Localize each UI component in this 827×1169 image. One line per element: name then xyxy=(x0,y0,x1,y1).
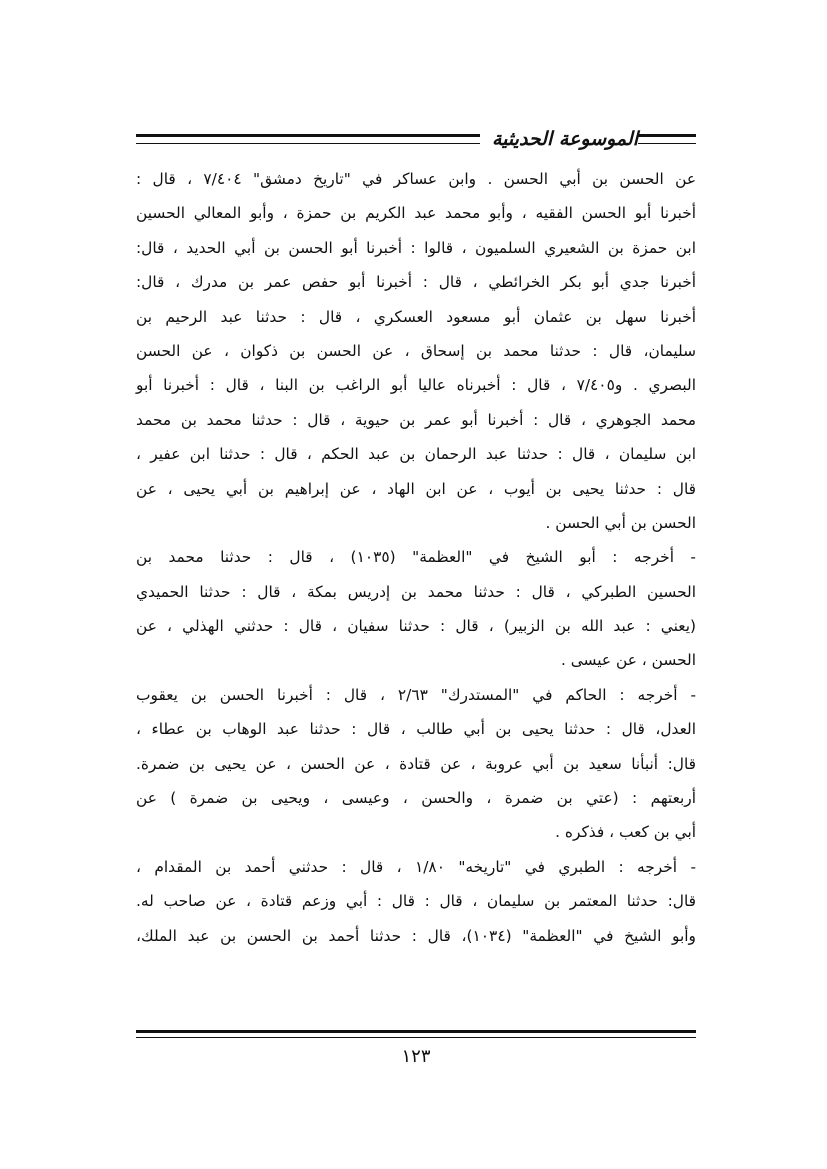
text-line: عن الحسن بن أبي الحسن . وابن عساكر في "تاريخ دمشق" ٧/٤٠٤ ، قال : xyxy=(136,170,697,188)
text-line: أبي بن كعب ، فذكره . xyxy=(555,823,696,842)
text-line: العدل، قال : حدثنا يحيى بن أبي طالب ، قال : حدثنا عبد الوهاب بن عطاء ، xyxy=(136,720,696,739)
text-line: ابن حمزة بن الشعيري السلميون ، قالوا : أخبرنا أبو الحسن بن أبي الحديد ، قال: xyxy=(136,238,696,257)
page-number: ١٢٣ xyxy=(401,1046,431,1067)
text-line: أخبرنا سهل بن عثمان أبو مسعود العسكري ، قال : حدثنا عبد الرحيم بن xyxy=(136,307,696,326)
text-line: قال: أنبأنا سعيد بن أبي عروبة ، عن قتادة ، عن الحسن ، عن يحيى بن ضمرة. xyxy=(136,754,696,773)
text-line: الحسن ، عن عيسى . xyxy=(560,651,696,670)
text-line: الحسين الطبركي ، قال : حدثنا محمد بن إدريس بمكة ، قال : حدثنا الحميدي xyxy=(136,582,696,601)
text-line: ابن سليمان ، قال : حدثنا عبد الرحمان بن عبد الحكم ، قال : حدثنا ابن عفير ، xyxy=(136,445,696,464)
text-line: الحسن بن أبي الحسن . xyxy=(545,513,696,532)
text-line: وأبو الشيخ في "العظمة" (١٠٣٤)، قال : حدثنا أحمد بن الحسن بن عبد الملك، xyxy=(136,926,696,945)
text-line: قال: حدثنا المعتمر بن سليمان ، قال : قال : أبي وزعم قتادة ، عن صاحب له. xyxy=(136,892,696,911)
text-line: محمد الجوهري ، قال : أخبرنا أبو عمر بن حيوية ، قال : حدثنا محمد بن محمد xyxy=(136,410,696,429)
page-header-title: الموسوعة الحديثية xyxy=(492,128,638,150)
text-line: - أخرجه : أبو الشيخ في "العظمة" (١٠٣٥) ، قال : حدثنا محمد بن xyxy=(136,548,696,567)
text-line: سليمان، قال : حدثنا محمد بن إسحاق ، عن الحسن بن ذكوان ، عن الحسن xyxy=(136,341,696,360)
footer-rule xyxy=(136,1030,696,1038)
running-header xyxy=(136,122,696,156)
text-line: أخبرنا أبو الحسن الفقيه ، وأبو محمد عبد الكريم بن حمزة ، وأبو المعالي الحسين xyxy=(136,204,696,223)
text-line: - أخرجه : الحاكم في "المستدرك" ٢/٦٣ ، قال : أخبرنا الحسن بن يعقوب xyxy=(136,685,697,704)
body-text xyxy=(136,162,696,953)
text-line: أربعتهم : (عتي بن ضمرة ، والحسن ، وعيسى ، ويحيى بن ضمرة ) عن xyxy=(136,789,696,808)
header-rule-right xyxy=(638,134,696,144)
text-line: - أخرجه : الطبري في "تاريخه" ١/٨٠ ، قال : حدثني أحمد بن المقدام ، xyxy=(136,857,696,876)
text-line: أخبرنا جدي أبو بكر الخرائطي ، قال : أخبرنا أبو حفص عمر بن مدرك ، قال: xyxy=(136,273,696,292)
header-rule-left xyxy=(136,134,480,144)
text-line: (يعني : عبد الله بن الزبير) ، قال : حدثنا سفيان ، قال : حدثني الهذلي ، عن xyxy=(136,617,696,636)
text-line: البصري . و٧/٤٠٥ ، قال : أخبرناه عاليا أبو الراغب بن البنا ، قال : أخبرنا أبو xyxy=(136,376,696,395)
text-line: قال : حدثنا يحيى بن أيوب ، عن ابن الهاد ، عن إبراهيم بن أبي يحيى ، عن xyxy=(136,479,696,498)
